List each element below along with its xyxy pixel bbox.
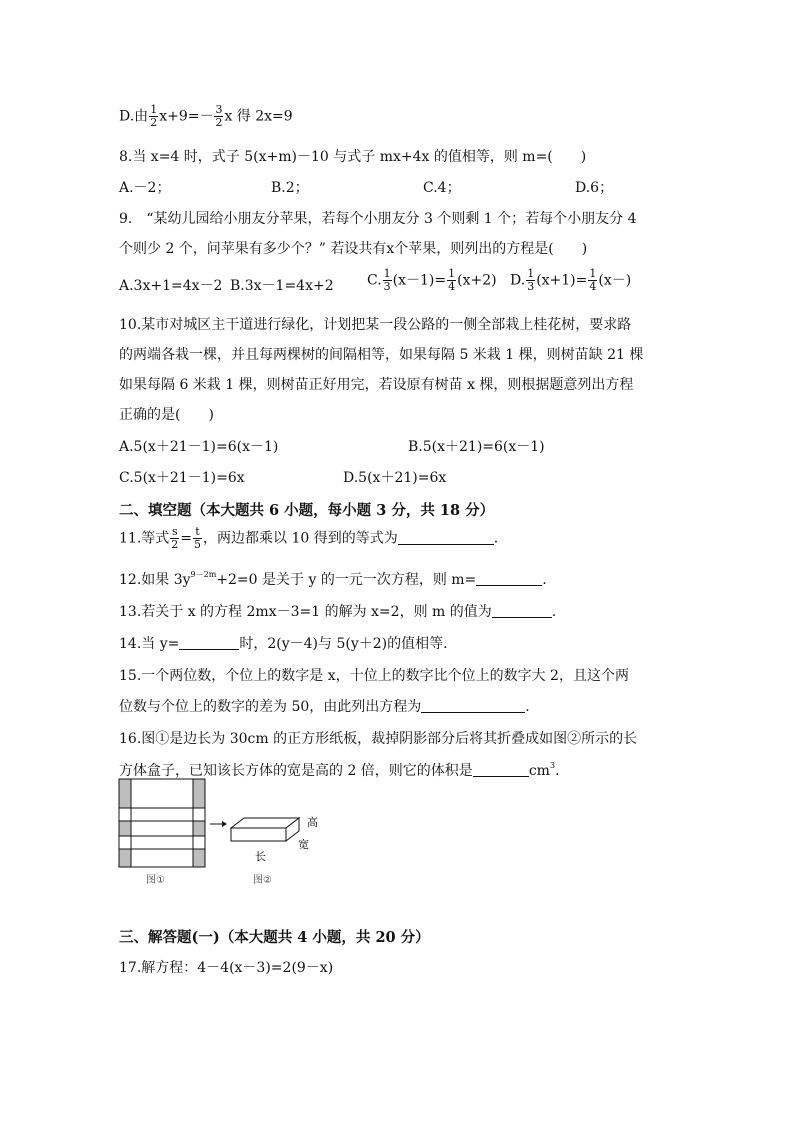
answer-blank[interactable] bbox=[421, 698, 525, 713]
question-16-line1: 16.图①是边长为 30cm 的正方形纸板，裁掉阴影部分后将其折叠成如图②所示的长 bbox=[119, 731, 638, 747]
section-2-title: 二、填空题（本大题共 6 小题，每小题 3 分，共 18 分） bbox=[119, 502, 495, 519]
figure-2-label: 图② bbox=[253, 875, 272, 886]
question-14: 14.当 y= 时，2(y－4)与 5(y＋2)的值相等. bbox=[119, 636, 448, 652]
question-10-line4: 正确的是( ) bbox=[119, 407, 214, 423]
cuboid-front bbox=[231, 828, 286, 841]
fraction: $\frac{1}{2}$ bbox=[150, 103, 158, 129]
answer-blank[interactable] bbox=[398, 530, 494, 545]
square-board bbox=[119, 779, 205, 867]
q9-option-c: C. $\frac{1}{3}$ (x－1)= $\frac{1}{4}$ (x+2) bbox=[367, 267, 497, 293]
question-10-line3: 如果每隔 6 米栽 1 棵，则树苗正好用完，若设原有树苗 x 棵，则根据题意列出方程 bbox=[119, 377, 634, 393]
question-10-line1: 10.某市对城区主干道进行绿化，计划把某一段公路的一侧全部栽上桂花树，要求路 bbox=[119, 317, 632, 333]
height-label: 高 bbox=[307, 816, 318, 829]
q8-option-c: C.4； bbox=[423, 180, 461, 196]
question-11: 11.等式 $\frac{s}{2}$ = $\frac{t}{5}$ ，两边都乘以 10 得到的等式为 . bbox=[119, 525, 499, 551]
width-label: 宽 bbox=[298, 838, 309, 851]
figure-1-label: 图① bbox=[146, 875, 165, 886]
shaded-left-strip bbox=[119, 779, 131, 867]
answer-blank[interactable] bbox=[179, 635, 239, 650]
answer-blank[interactable] bbox=[473, 762, 529, 777]
answer-blank[interactable] bbox=[476, 571, 542, 586]
question-13: 13.若关于 x 的方程 2mx－3=1 的解为 x=2，则 m 的值为 . bbox=[119, 604, 557, 620]
fraction: $\frac{3}{2}$ bbox=[215, 103, 223, 129]
question-15-line2: 位数与个位上的数字的差为 50，由此列出方程为 . bbox=[119, 699, 530, 715]
q7-option-d: D.由 $\frac{1}{2}$ x+9=－ $\frac{3}{2}$ x 得 2x=9 bbox=[119, 103, 293, 129]
q10-option-d: D.5(x＋21)=6x bbox=[343, 470, 447, 486]
section-3-title: 三、解答题(一)（本大题共 4 小题，共 20 分） bbox=[119, 929, 430, 946]
length-label: 长 bbox=[255, 850, 266, 863]
question-8: 8.当 x=4 时，式子 5(x+m)－10 与式子 mx+4x 的值相等，则 m=( ) bbox=[119, 149, 587, 165]
q10-option-b: B.5(x＋21)=6(x－1) bbox=[408, 439, 545, 455]
box-net-figure bbox=[118, 778, 328, 888]
q9-option-b: B.3x－1=4x+2 bbox=[230, 278, 334, 294]
q8-option-b: B.2； bbox=[271, 180, 309, 196]
question-9-line2: 个则少 2 个，问苹果有多少个？” 若设共有x个苹果，则列出的方程是( ) bbox=[119, 241, 588, 257]
question-9-line1: 9. “某幼儿园给小朋友分苹果，若每个小朋友分 3 个则剩 1 个；若每个小朋友分 4 bbox=[119, 211, 637, 227]
q9-option-a: A.3x+1=4x－2 bbox=[119, 278, 223, 294]
answer-blank[interactable] bbox=[492, 603, 552, 618]
q8-option-a: A.－2； bbox=[119, 180, 171, 196]
question-10-line2: 的两端各栽一棵，并且每两棵树的间隔相等，如果每隔 5 米栽 1 棵，则树苗缺 21 棵 bbox=[119, 347, 644, 363]
question-12: 12.如果 $3y^{9-2m}+2=0$ 是关于 y 的一元一次方程，则 m= . bbox=[119, 570, 547, 588]
q10-option-c: C.5(x＋21－1)=6x bbox=[119, 470, 245, 486]
question-15-line1: 15.一个两位数，个位上的数字是 x，十位上的数字比个位上的数字大 2，且这个两 bbox=[119, 668, 629, 684]
shaded-right-strip bbox=[193, 779, 205, 867]
question-16-line2: 方体盒子，已知该长方体的宽是高的 2 倍，则它的体积是 $cm^3$. bbox=[119, 761, 560, 779]
q10-option-a: A.5(x＋21－1)=6(x－1) bbox=[119, 439, 279, 455]
q8-option-d: D.6； bbox=[575, 180, 614, 196]
q9-option-d: D. $\frac{1}{3}$ (x+1)= $\frac{1}{4}$ (x－) bbox=[510, 267, 632, 293]
question-17: 17.解方程：4－4(x－3)=2(9－x) bbox=[119, 960, 334, 976]
